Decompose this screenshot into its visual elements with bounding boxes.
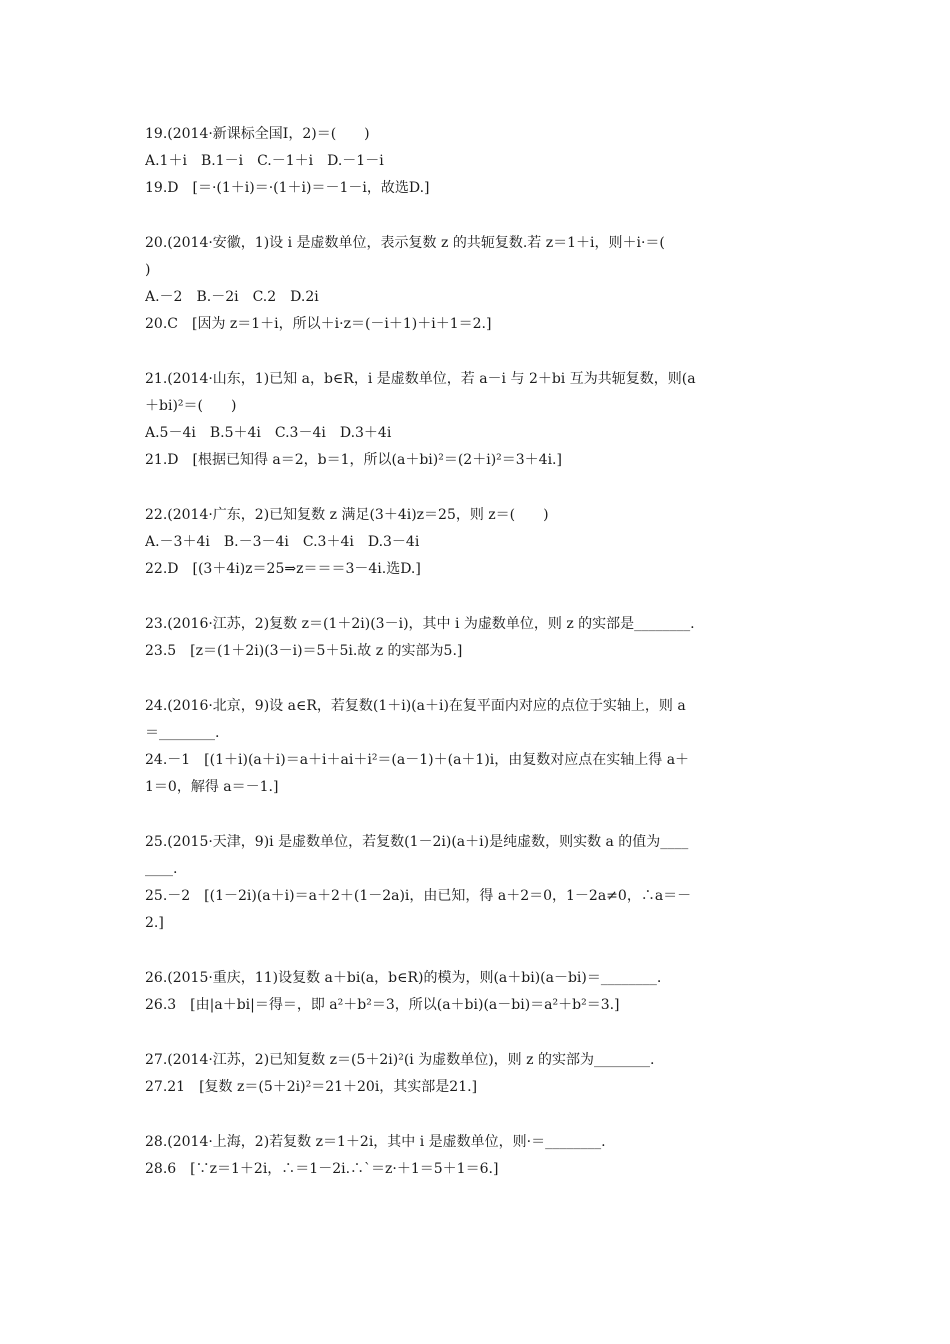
problem-line: A.－2 B.－2i C.2 D.2i [145,289,319,305]
problem-19 [145,121,813,202]
problem-line: 27.21 [复数 z＝(5＋2i)²＝21＋20i，其实部是21.] [145,1079,478,1095]
problem-line: ____. [145,861,178,877]
problem-line: 25.－2 [(1－2i)(a＋i)＝a＋2＋(1－2a)i，由已知，得 a＋2＝0，1－2a≠0，∴a＝－ [145,888,692,904]
problem-line: 20.(2014·安徽，1)设 i 是虚数单位，表示复数 z 的共轭复数.若 z＝1＋i，则＋i·＝( [145,235,665,251]
problem-line: 2.] [145,915,164,931]
problem-line: 25.(2015·天津，9)i 是虚数单位，若复数(1－2i)(a＋i)是纯虚数，则实数 a 的值为____ [145,834,689,850]
problem-line: A.1＋i B.1－i C.－1＋i D.－1－i [145,153,384,169]
problem-28 [145,1129,813,1183]
problem-22 [145,502,813,583]
document-page [145,121,813,1211]
problem-line: 22.(2014·广东，2)已知复数 z 满足(3＋4i)z＝25，则 z＝( ) [145,507,549,523]
problem-21 [145,366,813,474]
problem-line: ) [145,262,151,278]
problem-line: 22.D [(3＋4i)z＝25⇒z＝＝＝3－4i.选D.] [145,561,421,577]
problem-line: 28.(2014·上海，2)若复数 z＝1＋2i，其中 i 是虚数单位，则·＝________. [145,1134,606,1150]
problem-line: 19.D [＝·(1＋i)＝·(1＋i)＝－1－i，故选D.] [145,180,430,196]
problem-line: 21.(2014·山东，1)已知 a，b∈R，i 是虚数单位，若 a－i 与 2＋bi 互为共轭复数，则(a [145,371,696,387]
problem-line: 24.－1 [(1＋i)(a＋i)＝a＋i＋ai＋i²＝(a－1)＋(a＋1)i，由复数对应点在实轴上得 a＋ [145,752,690,768]
problem-line: 20.C [因为 z＝1＋i，所以＋i·z＝(－i＋1)＋i＋1＝2.] [145,316,492,332]
problem-line: 28.6 [∵z＝1＋2i，∴＝1－2i.∴`＝z·＋1＝5＋1＝6.] [145,1161,499,1177]
problem-line: A.5－4i B.5＋4i C.3－4i D.3＋4i [145,425,392,441]
problem-line: 19.(2014·新课标全国Ⅰ，2)＝( ) [145,126,370,142]
problem-line: ＋bi)²＝( ) [145,398,237,414]
problem-line: ＝________. [145,725,220,741]
problem-line: 23.5 [z＝(1＋2i)(3－i)＝5＋5i.故 z 的实部为5.] [145,643,463,659]
problem-line: 27.(2014·江苏，2)已知复数 z＝(5＋2i)²(i 为虚数单位)，则 z 的实部为________. [145,1052,655,1068]
problem-line: 23.(2016·江苏，2)复数 z＝(1＋2i)(3－i)，其中 i 为虚数单位，则 z 的实部是________. [145,616,695,632]
problem-25 [145,829,813,937]
problem-line: A.－3＋4i B.－3－4i C.3＋4i D.3－4i [145,534,420,550]
problem-line: 21.D [根据已知得 a＝2，b＝1，所以(a＋bi)²＝(2＋i)²＝3＋4i.] [145,452,562,468]
problem-27 [145,1047,813,1101]
problem-line: 26.(2015·重庆，11)设复数 a＋bi(a，b∈R)的模为，则(a＋bi)(a－bi)＝________. [145,970,662,986]
problem-26 [145,965,813,1019]
problem-20 [145,230,813,338]
problem-line: 1＝0，解得 a＝－1.] [145,779,279,795]
problem-23 [145,611,813,665]
problem-line: 24.(2016·北京，9)设 a∈R，若复数(1＋i)(a＋i)在复平面内对应的点位于实轴上，则 a [145,698,686,714]
problem-line: 26.3 [由|a＋bi|＝得＝，即 a²＋b²＝3，所以(a＋bi)(a－bi)＝a²＋b²＝3.] [145,997,620,1013]
problem-24 [145,693,813,801]
